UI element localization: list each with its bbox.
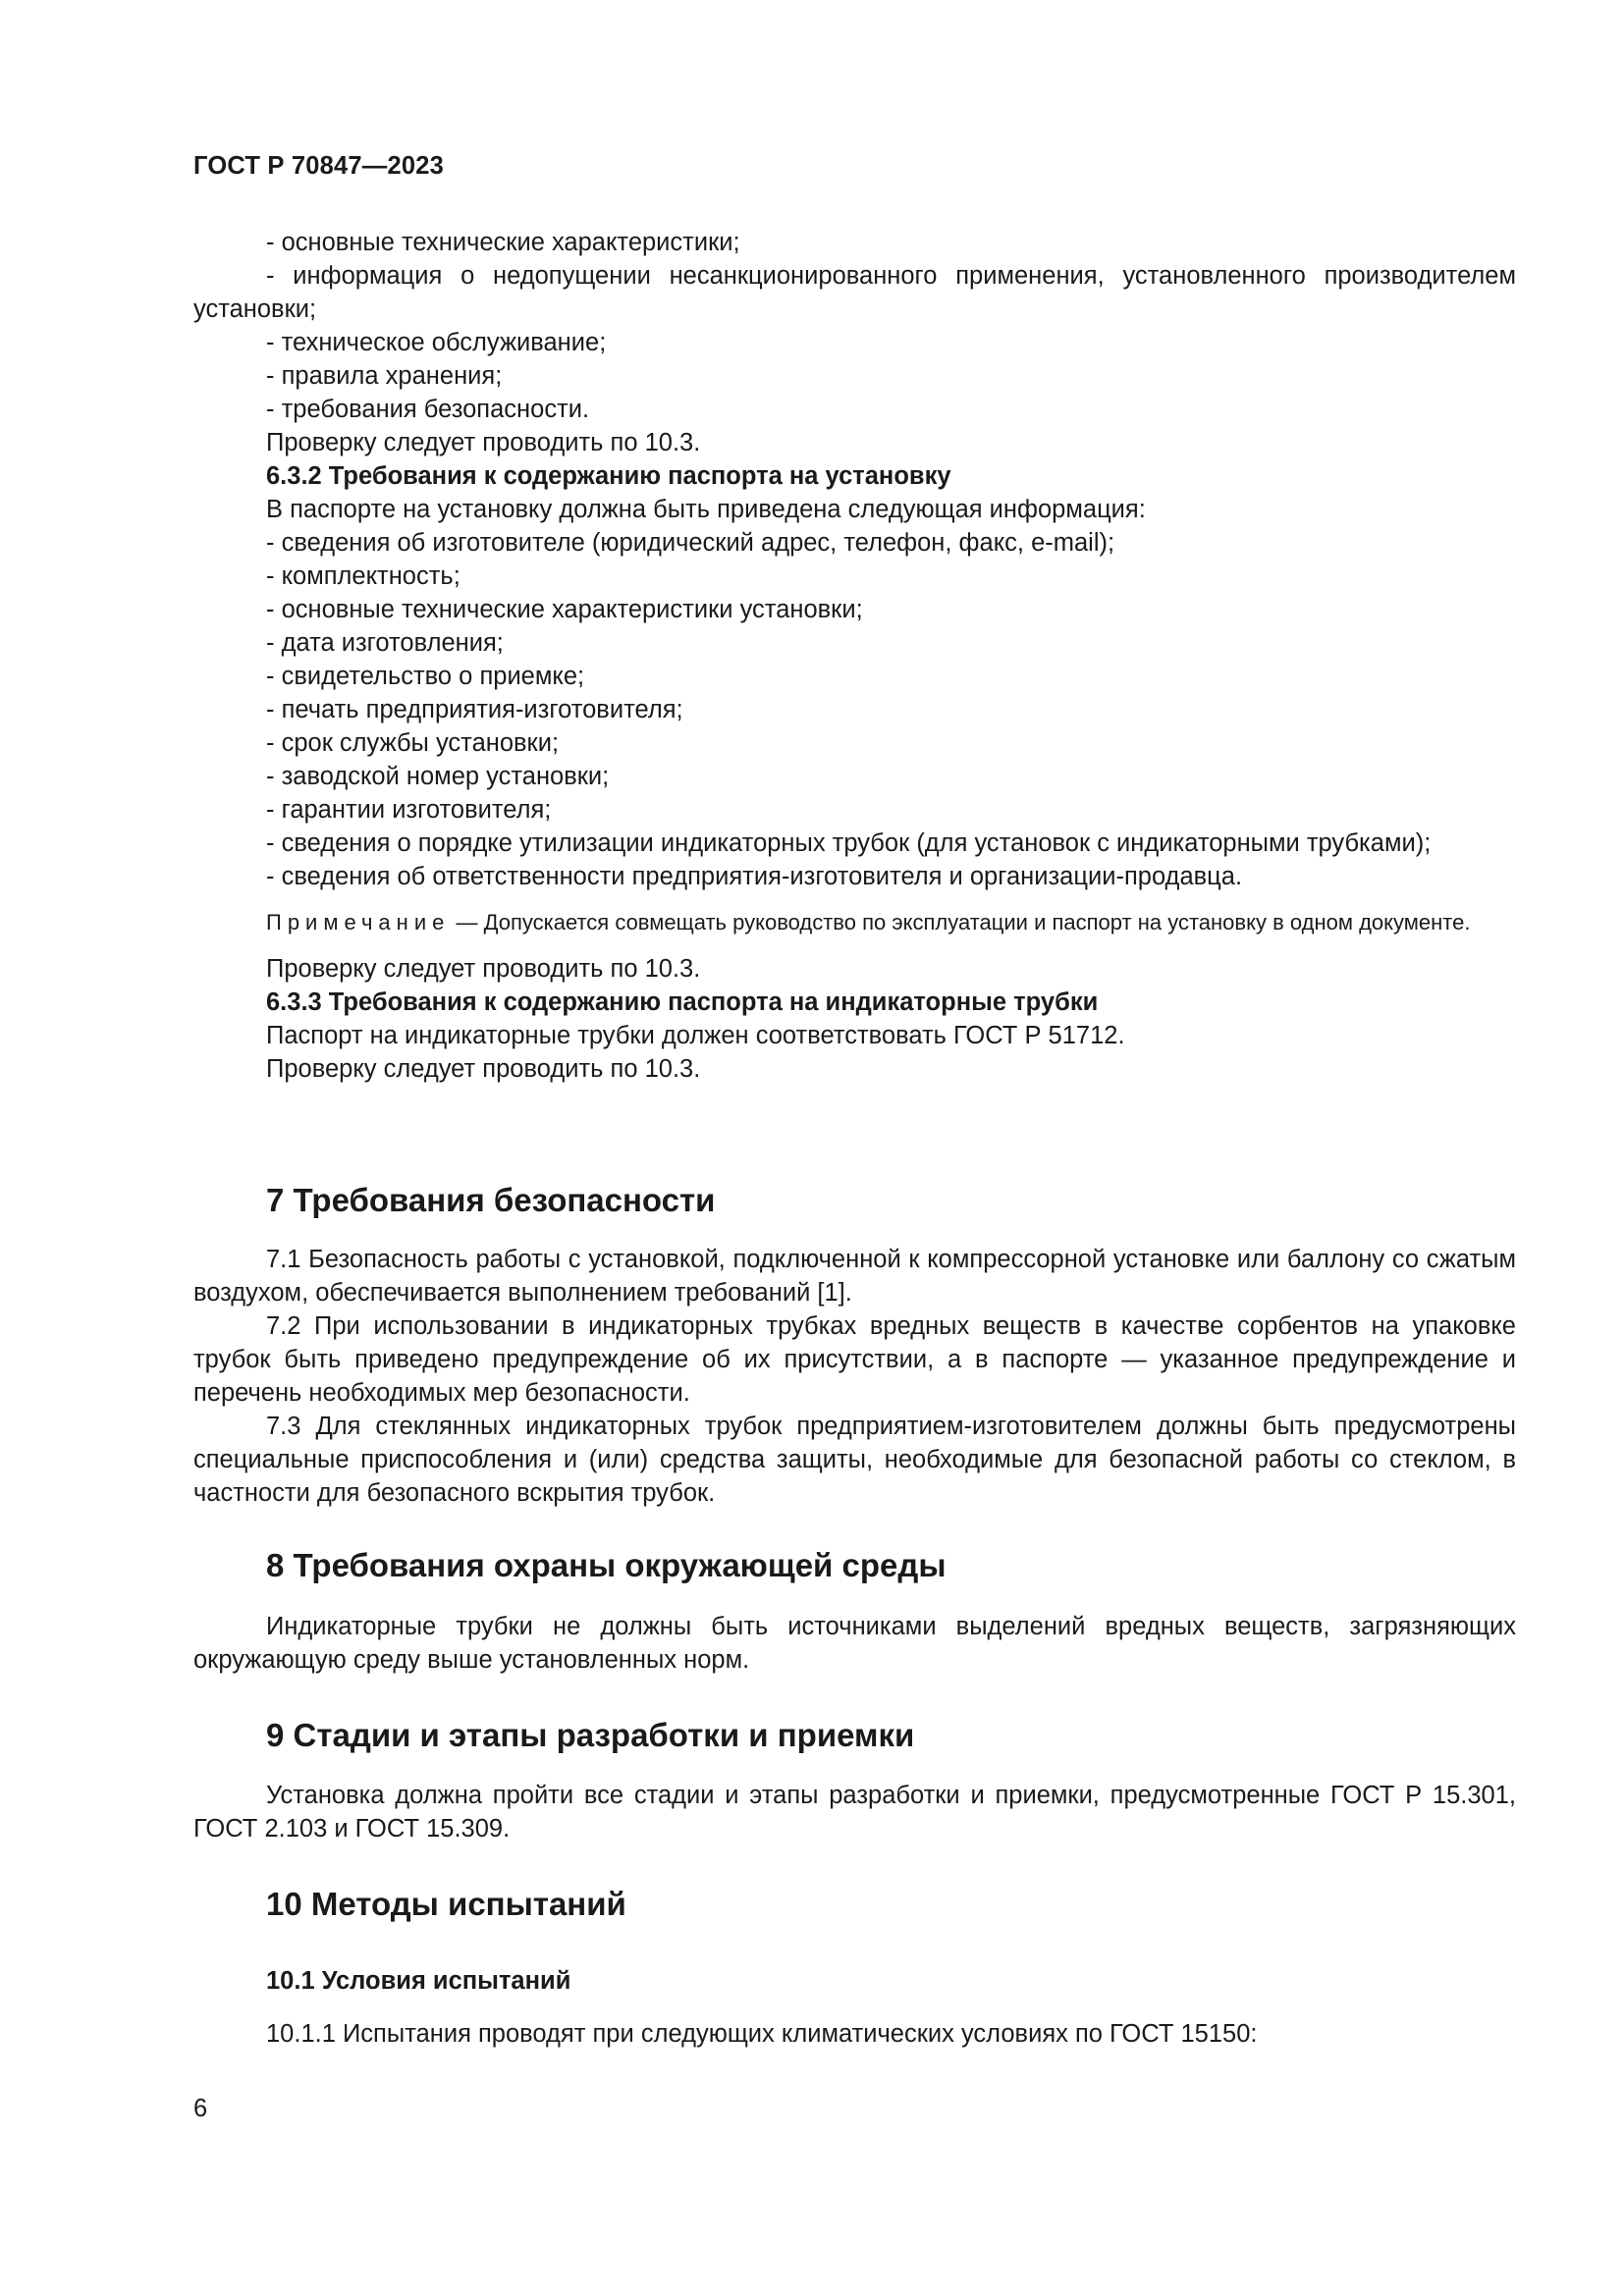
section-heading-8: 8 Требования охраны окружающей среды — [266, 1547, 947, 1583]
list-item: - основные технические характеристики установки; — [266, 596, 863, 623]
section-9-body — [193, 1779, 1516, 1845]
section-9 — [193, 1716, 1516, 1755]
paragraph: Установка должна пройти все стадии и этапы разработки и приемки, предусмотренные ГОСТ Р 15.301, ГОСТ 2.103 и ГОСТ 15.309. — [193, 1782, 1516, 1842]
list-item: - сведения об ответственности предприятия-изготовителя и организации-продавца. — [266, 863, 1243, 890]
subsection-heading-10-1: 10.1 Условия испытаний — [266, 1967, 571, 1995]
paragraph: В паспорте на установку должна быть приведена следующая информация: — [266, 496, 1146, 523]
section-heading-7: 7 Требования безопасности — [266, 1182, 716, 1218]
section-heading-9: 9 Стадии и этапы разработки и приемки — [266, 1717, 915, 1753]
note — [193, 908, 1516, 937]
list-block-1 — [193, 226, 1516, 1086]
check-line: Проверку следует проводить по 10.3. — [266, 429, 701, 456]
paragraph-7-2: 7.2 При использовании в индикаторных трубках вредных веществ в качестве сорбентов на упаковке трубок быть приведено предупреждение об их присутствии, а в паспорте — указанное предупреждение и перечень необходимых мер безопасности. — [193, 1312, 1516, 1407]
section-7-body — [193, 1243, 1516, 1510]
section-heading-10: 10 Методы испытаний — [266, 1886, 626, 1922]
list-item: - требования безопасности. — [266, 396, 590, 423]
paragraph-10-1-1: 10.1.1 Испытания проводят при следующих климатических условиях по ГОСТ 15150: — [266, 2020, 1258, 2048]
list-item: - информация о недопущении несанкционированного применения, установленного производителем установки; — [193, 262, 1516, 323]
paragraph: Паспорт на индикаторные трубки должен соответствовать ГОСТ Р 51712. — [266, 1022, 1125, 1049]
note-text: — Допускается совмещать руководство по эксплуатации и паспорт на установку в одном документе. — [450, 910, 1471, 934]
list-item: - свидетельство о приемке; — [266, 663, 585, 690]
paragraph-7-3: 7.3 Для стеклянных индикаторных трубок предприятием-изготовителем должны быть предусмотрены специальные приспособления и (или) средства защиты, необходимые для безопасной работы со стеклом, в частности для безопасного вскрытия трубок. — [193, 1413, 1516, 1507]
check-line: Проверку следует проводить по 10.3. — [266, 1055, 701, 1083]
section-8 — [193, 1546, 1516, 1585]
subsection-heading-6-3-3: 6.3.3 Требования к содержанию паспорта на индикаторные трубки — [266, 988, 1099, 1016]
check-line: Проверку следует проводить по 10.3. — [266, 955, 701, 983]
section-10-body — [193, 2017, 1516, 2051]
section-10 — [193, 1885, 1516, 1924]
list-item: - заводской номер установки; — [266, 763, 610, 790]
section-8-body — [193, 1610, 1516, 1677]
section-7 — [193, 1181, 1516, 1220]
list-item: - печать предприятия-изготовителя; — [266, 696, 683, 723]
list-item: - правила хранения; — [266, 362, 503, 390]
list-item: - дата изготовления; — [266, 629, 504, 657]
note-label: Примечание — [266, 910, 451, 934]
paragraph-7-1: 7.1 Безопасность работы с установкой, подключенной к компрессорной установке или баллону со сжатым воздухом, обеспечивается выполнением требований [1]. — [193, 1246, 1516, 1307]
list-item: - сведения о порядке утилизации индикаторных трубок (для установок с индикаторными трубками); — [266, 829, 1432, 857]
paragraph: Индикаторные трубки не должны быть источниками выделений вредных веществ, загрязняющих окружающую среду выше установленных норм. — [193, 1613, 1516, 1674]
document-header: ГОСТ Р 70847—2023 — [193, 152, 445, 180]
list-item: - техническое обслуживание; — [266, 329, 607, 356]
list-item: - сведения об изготовителе (юридический адрес, телефон, факс, e-mail); — [266, 529, 1115, 557]
list-item: - гарантии изготовителя; — [266, 796, 552, 824]
subsection-heading-6-3-2: 6.3.2 Требования к содержанию паспорта на установку — [266, 462, 951, 490]
list-item: - основные технические характеристики; — [266, 229, 740, 256]
section-10-1 — [193, 1964, 1516, 1998]
list-item: - комплектность; — [266, 562, 460, 590]
page-number: 6 — [193, 2095, 208, 2122]
list-item: - срок службы установки; — [266, 729, 560, 757]
